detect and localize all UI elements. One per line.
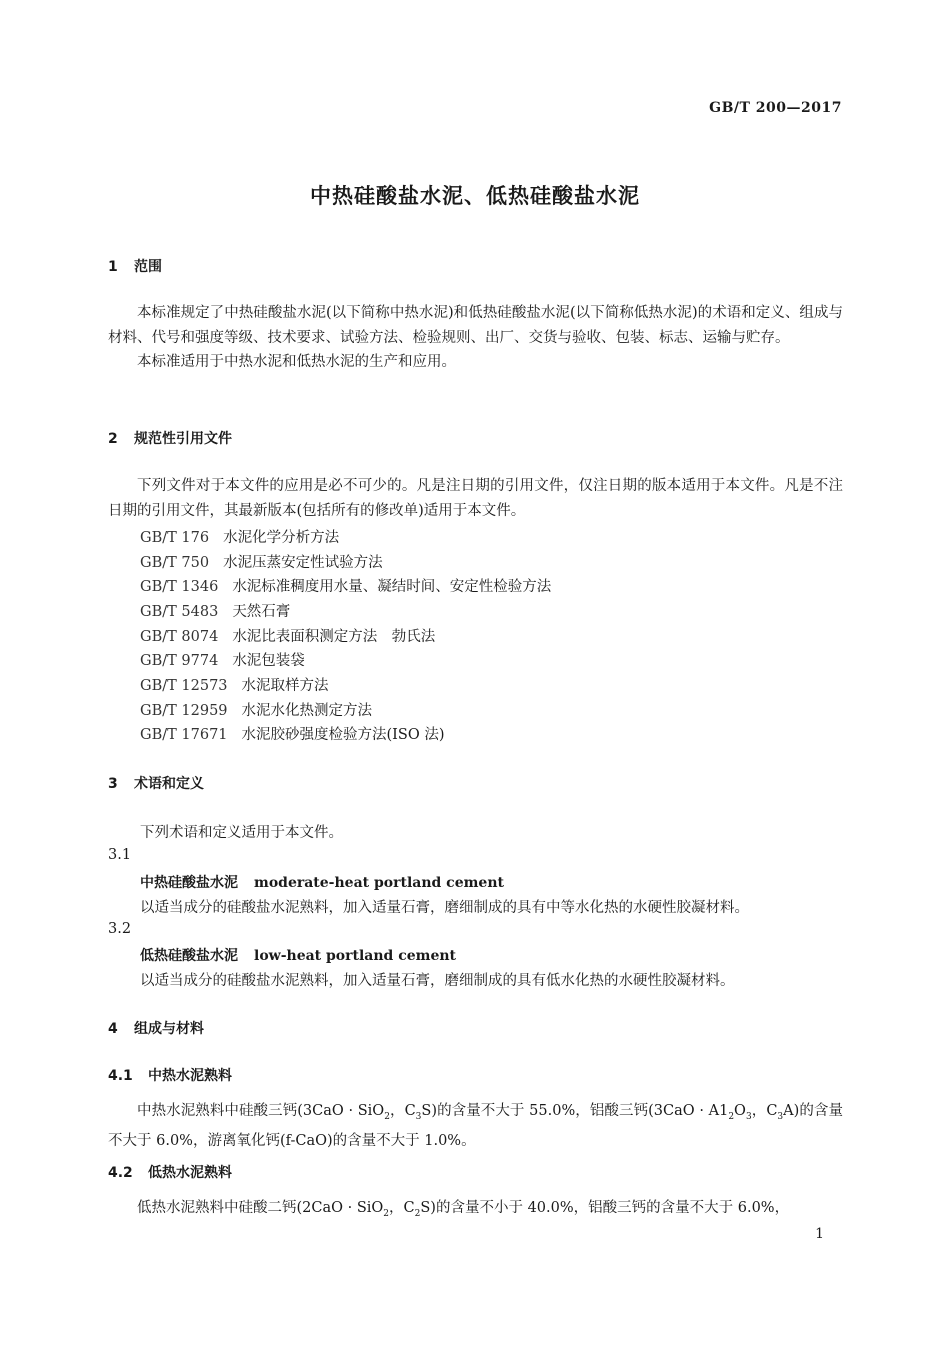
reference-item [140,649,305,670]
reference-title: 水泥取样方法 [241,678,329,694]
paragraph: 中热水泥熟料中硅酸三钙(3CaO · SiO$_2$，$C_3S$)的含量不大于 55.0%，铝酸三钙($3CaO \cdot A1_2O_3$，$C_3A$)的含量不大于 6.0%，游离氧化钙(f-CaO)的含量不大于 1.0%。 [108,1103,843,1150]
term-en: low-heat portland cement [254,948,457,964]
subsection-4-2-heading [108,1162,232,1182]
section-1-heading [108,256,162,276]
reference-code: GB/T 750 [140,555,210,571]
term-definition: 以适当成分的硅酸盐水泥熟料，加入适量石膏，磨细制成的具有中等水化热的水硬性胶凝材料。 [140,900,749,916]
paragraph: 低热水泥熟料中硅酸二钙(2CaO · SiO$_2$，$C_2S$)的含量不小于 40.0%，铝酸三钙的含量不大于 6.0%， [137,1200,790,1219]
reference-code: GB/T 8074 [140,629,219,645]
section-number: 1 [108,259,118,275]
term-cn: 中热硅酸盐水泥 [140,875,238,891]
paragraph: 下列文件对于本文件的应用是必不可少的。凡是注日期的引用文件，仅注日期的版本适用于本文件。凡是不注日期的引用文件，其最新版本(包括所有的修改单)适用于本文件。 [108,478,843,519]
term-number: 3.1 [108,847,132,863]
term-name [140,945,456,965]
term-cn: 低热硅酸盐水泥 [140,948,238,964]
reference-title: 水泥标准稠度用水量、凝结时间、安定性检验方法 [232,579,552,595]
term-name [140,872,504,892]
reference-item [140,551,383,572]
reference-title: 水泥包装袋 [232,653,305,669]
reference-code: GB/T 5483 [140,604,219,620]
term-number: 3.2 [108,921,132,937]
subsection-title: 中热水泥熟料 [148,1068,232,1084]
reference-title: 水泥化学分析方法 [223,530,340,546]
section-number: 2 [108,431,118,447]
reference-code: GB/T 176 [140,530,210,546]
subsection-4-2-body [108,1196,843,1226]
reference-code: GB/T 12959 [140,703,228,719]
subsection-number: 4.2 [108,1165,133,1181]
section-3-intro: 下列术语和定义适用于本文件。 [140,825,343,841]
reference-code: GB/T 12573 [140,678,228,694]
page-number: 1 [815,1226,824,1242]
section-3-heading [108,773,204,793]
reference-title: 水泥比表面积测定方法 勃氏法 [232,629,436,645]
section-title: 组成与材料 [134,1021,204,1037]
section-1-body [108,301,843,375]
subsection-number: 4.1 [108,1068,133,1084]
reference-item [140,526,339,547]
paragraph: 本标准适用于中热水泥和低热水泥的生产和应用。 [137,354,456,370]
subsection-4-1-body [108,1099,843,1154]
subsection-title: 低热水泥熟料 [148,1165,232,1181]
reference-item [140,699,372,720]
reference-title: 水泥胶砂强度检验方法(ISO 法) [241,727,445,743]
term-definition: 以适当成分的硅酸盐水泥熟料，加入适量石膏，磨细制成的具有低水化热的水硬性胶凝材料。 [140,973,735,989]
section-4-heading [108,1018,204,1038]
paragraph: 本标准规定了中热硅酸盐水泥(以下简称中热水泥)和低热硅酸盐水泥(以下简称低热水泥)的术语和定义、组成与材料、代号和强度等级、技术要求、试验方法、检验规则、出厂、交货与验收、包装、标志、运输与贮存。 [108,305,843,346]
reference-code: GB/T 9774 [140,653,219,669]
reference-item [140,674,329,695]
reference-title: 天然石膏 [232,604,291,620]
section-number: 3 [108,776,118,792]
reference-code: GB/T 17671 [140,727,228,743]
subsection-4-1-heading [108,1065,232,1085]
section-title: 规范性引用文件 [134,431,232,447]
section-title: 术语和定义 [134,776,204,792]
reference-title: 水泥水化热测定方法 [241,703,373,719]
standard-code: GB/T 200—2017 [709,100,842,116]
document-title: 中热硅酸盐水泥、低热硅酸盐水泥 [310,184,640,208]
reference-item [140,625,435,646]
reference-title: 水泥压蒸安定性试验方法 [223,555,383,571]
reference-item [140,575,551,596]
section-title: 范围 [134,259,162,275]
section-2-intro [108,474,843,523]
reference-item [140,723,445,744]
section-2-heading [108,428,232,448]
reference-item [140,600,290,621]
term-en: moderate-heat portland cement [254,875,504,891]
reference-code: GB/T 1346 [140,579,219,595]
section-number: 4 [108,1021,118,1037]
